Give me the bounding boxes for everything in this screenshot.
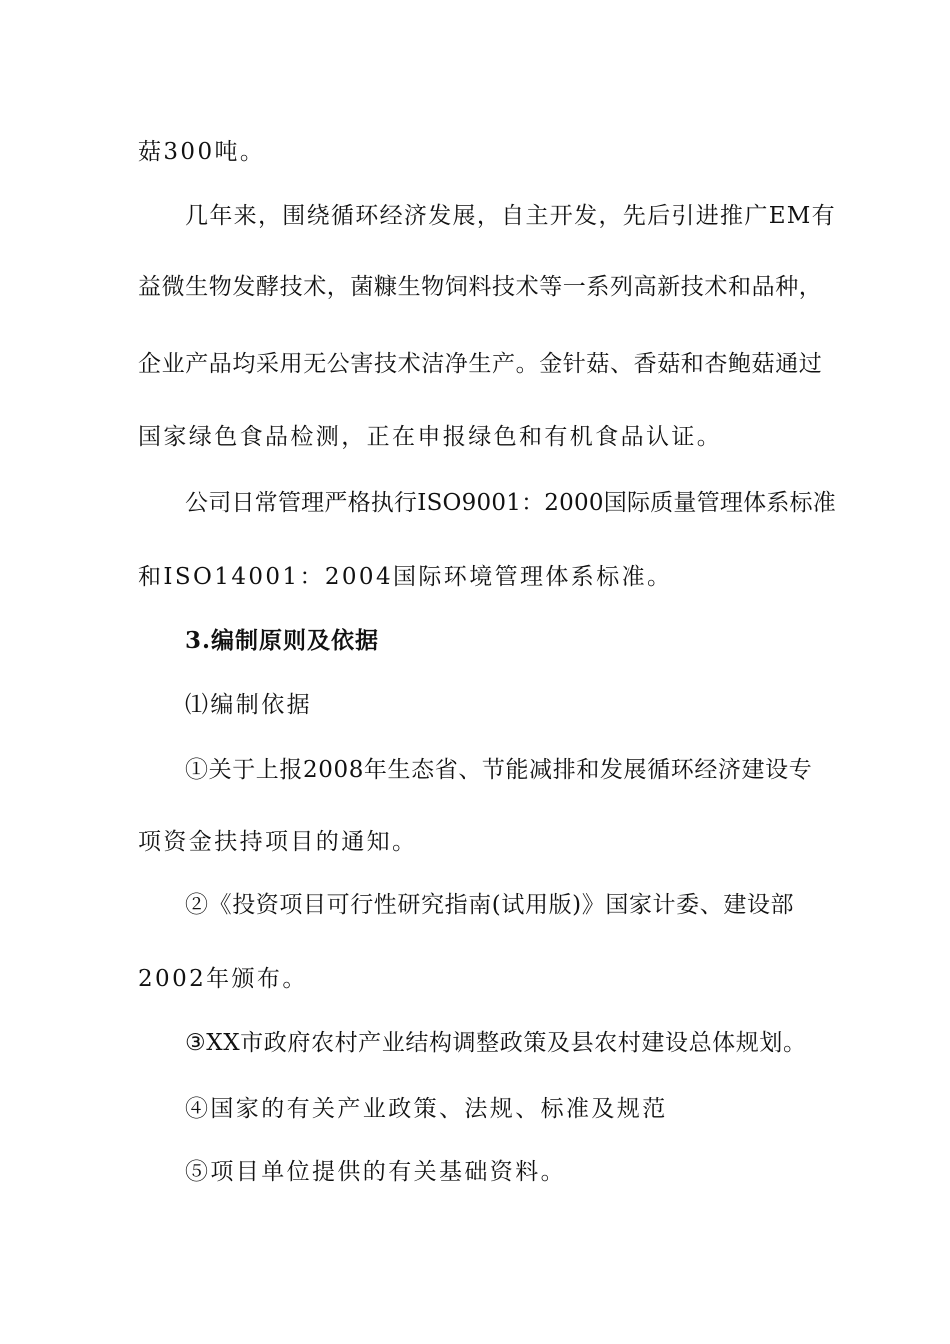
list-item: ③XX市政府农村产业结构调整政策及县农村建设总体规划。 xyxy=(185,1030,807,1056)
list-item: ④国家的有关产业政策、法规、标准及规范 xyxy=(185,1096,668,1122)
paragraph-line: 国家绿色食品检测，正在申报绿色和有机食品认证。 xyxy=(138,424,723,450)
paragraph-line: 企业产品均采用无公害技术洁净生产。金针菇、香菇和杏鲍菇通过 xyxy=(138,351,823,377)
paragraph-line: 公司日常管理严格执行ISO9001：2000国际质量管理体系标准 xyxy=(185,490,836,516)
list-item: ⑤项目单位提供的有关基础资料。 xyxy=(185,1159,566,1185)
paragraph-line: 菇300吨。 xyxy=(138,139,266,165)
paragraph-line: 和ISO14001：2004国际环境管理体系标准。 xyxy=(138,564,673,590)
list-item: ②《投资项目可行性研究指南(试用版)》国家计委、建设部 xyxy=(185,892,795,918)
list-item-continuation: 2002年颁布。 xyxy=(138,966,308,992)
subsection-heading: ⑴编制依据 xyxy=(185,692,312,718)
paragraph-line: 益微生物发酵技术，菌糠生物饲料技术等一系列高新技术和品种， xyxy=(138,274,823,300)
list-item: ①关于上报2008年生态省、节能减排和发展循环经济建设专 xyxy=(185,757,813,783)
list-item-continuation: 项资金扶持项目的通知。 xyxy=(138,829,418,855)
section-heading: 3.编制原则及依据 xyxy=(185,627,380,654)
paragraph-line: 几年来，围绕循环经济发展，自主开发，先后引进推广EM有 xyxy=(185,203,836,229)
